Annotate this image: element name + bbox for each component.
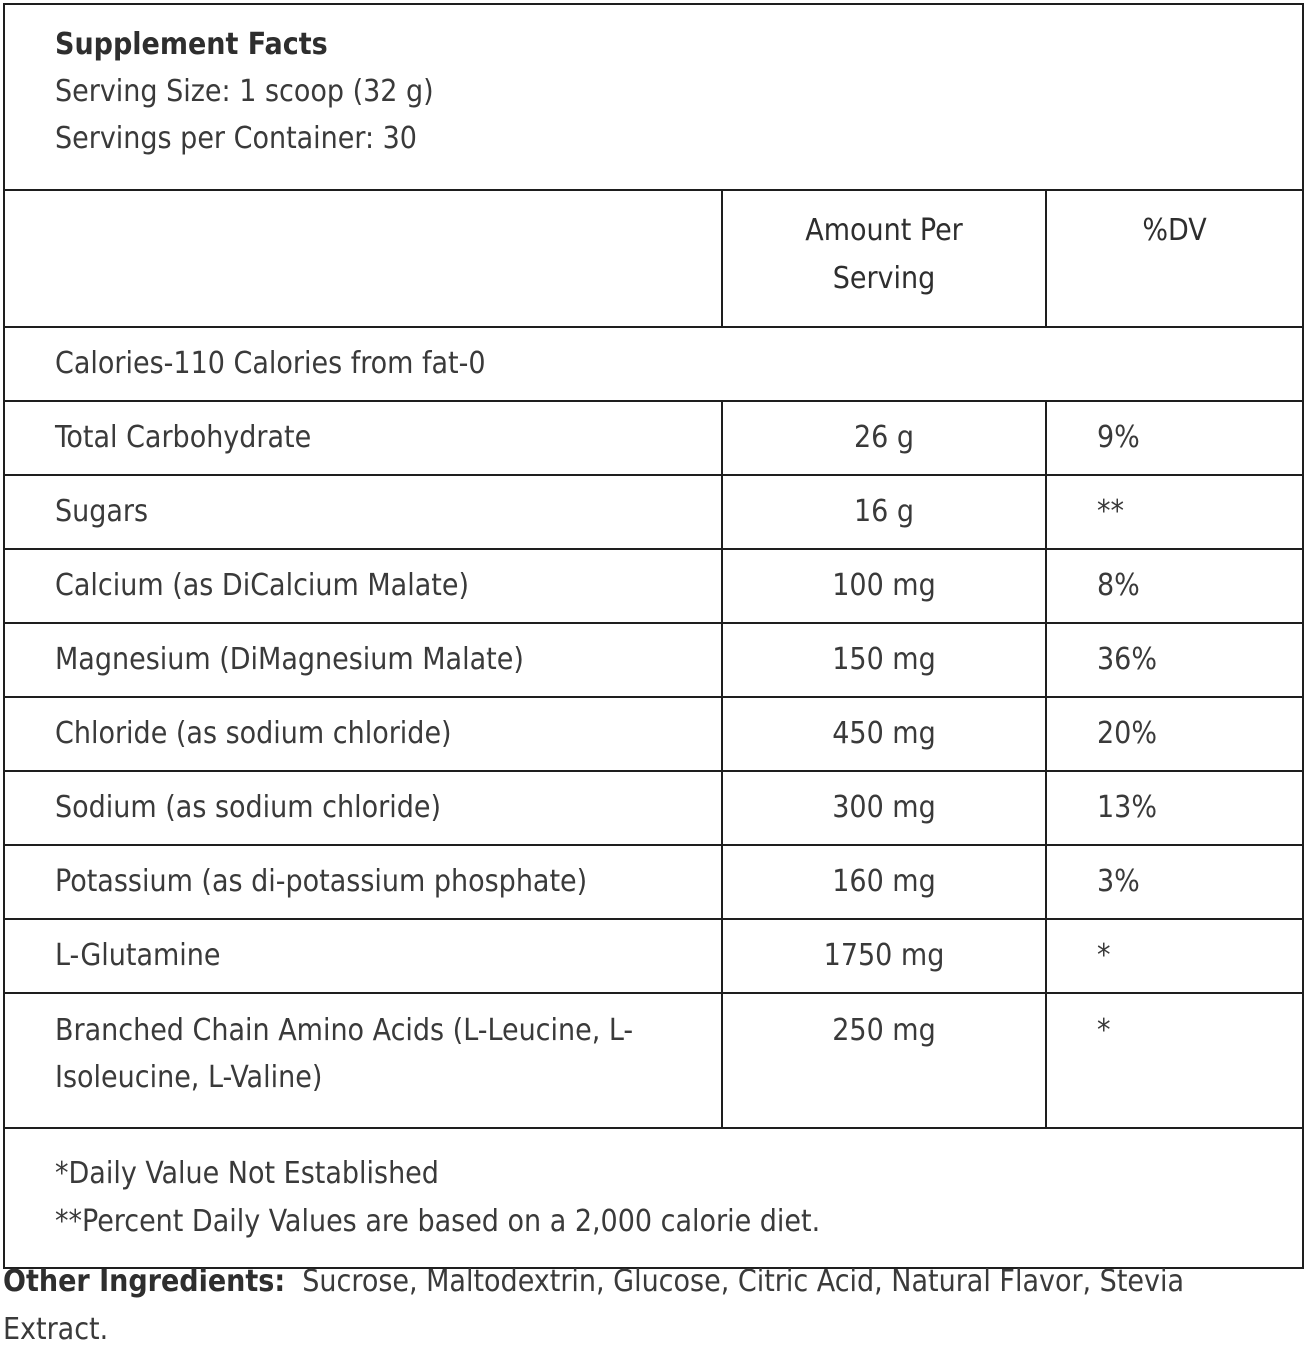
table-row [4,623,1303,697]
footnotes-row [4,1128,1303,1268]
footnotes-cell [4,1128,1303,1268]
serving-size: Serving Size: 1 scoop (32 g) [55,74,434,109]
footnote-daily-value: *Daily Value Not Established [55,1156,439,1191]
table-row [4,993,1303,1128]
nutrient-dv: 3% [1046,845,1303,919]
nutrient-amount: 26 g [722,401,1046,475]
nutrient-name: Potassium (as di-potassium phosphate) [4,845,722,919]
nutrient-amount: 250 mg [722,993,1046,1128]
nutrient-name: L-Glutamine [4,919,722,993]
nutrient-dv: ** [1046,475,1303,549]
other-ingredients [3,1258,1263,1354]
facts-header-cell [4,4,1303,190]
nutrient-name: Chloride (as sodium chloride) [4,697,722,771]
calories-cell: Calories-110 Calories from fat-0 [4,327,1303,401]
nutrient-dv: 36% [1046,623,1303,697]
nutrient-amount: 150 mg [722,623,1046,697]
nutrient-dv: * [1046,993,1303,1128]
servings-per-container: Servings per Container: 30 [55,121,417,156]
nutrient-amount: 300 mg [722,771,1046,845]
column-header-row [4,190,1303,327]
nutrient-name: Calcium (as DiCalcium Malate) [4,549,722,623]
nutrient-amount: 1750 mg [722,919,1046,993]
table-row [4,401,1303,475]
column-header-amount-line1: Amount Per [805,213,963,248]
nutrient-dv: 13% [1046,771,1303,845]
nutrient-amount: 16 g [722,475,1046,549]
nutrient-name-line2: Isoleucine, L-Valine) [55,1060,323,1095]
table-row [4,549,1303,623]
nutrient-amount: 100 mg [722,549,1046,623]
footnote-percent-daily: **Percent Daily Values are based on a 2,000 calorie diet. [55,1204,821,1239]
column-header-blank [4,190,722,327]
nutrient-name: Total Carbohydrate [4,401,722,475]
nutrient-name: Sodium (as sodium chloride) [4,771,722,845]
column-header-dv: %DV [1046,190,1303,327]
nutrient-name [4,993,722,1128]
facts-title: Supplement Facts [55,27,328,62]
table-row [4,697,1303,771]
table-row [4,475,1303,549]
other-ingredients-text: Sucrose, Maltodextrin, Glucose, Citric Acid, Natural Flavor, Stevia Extract. [3,1264,1185,1347]
other-ingredients-label: Other Ingredients: [3,1264,286,1299]
facts-header-row [4,4,1303,190]
table-row [4,845,1303,919]
nutrient-name: Magnesium (DiMagnesium Malate) [4,623,722,697]
table-row [4,771,1303,845]
calories-row [4,327,1303,401]
nutrient-dv: 20% [1046,697,1303,771]
table-row [4,919,1303,993]
nutrient-amount: 450 mg [722,697,1046,771]
column-header-amount-line2: Serving [832,261,936,296]
nutrient-dv: 9% [1046,401,1303,475]
nutrient-name: Sugars [4,475,722,549]
nutrient-dv: * [1046,919,1303,993]
nutrient-amount: 160 mg [722,845,1046,919]
nutrient-name-line1: Branched Chain Amino Acids (L-Leucine, L- [55,1013,634,1048]
nutrient-dv: 8% [1046,549,1303,623]
supplement-facts-table [3,3,1304,1269]
column-header-amount [722,190,1046,327]
